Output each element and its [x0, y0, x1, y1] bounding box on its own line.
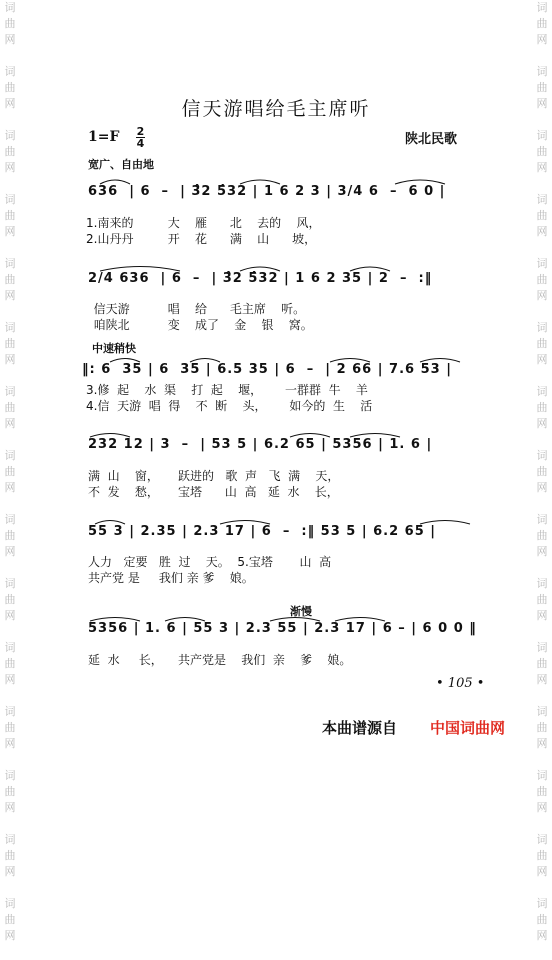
watermark-glyph: 词 — [536, 65, 548, 78]
watermark-glyph: 词 — [536, 641, 548, 654]
watermark-glyph: 曲 — [4, 721, 16, 734]
watermark-glyph: 曲 — [4, 81, 16, 94]
lyric-line: 咱陕北 变 成了 金 银 窝。 — [86, 318, 313, 332]
watermark-glyph: 词 — [536, 1, 548, 14]
watermark-glyph: 词 — [4, 769, 16, 782]
watermark-glyph: 词 — [536, 769, 548, 782]
watermark-glyph: 词 — [4, 385, 16, 398]
watermark-gap — [534, 304, 550, 320]
watermark-gap — [2, 304, 18, 320]
watermark-glyph: 网 — [4, 545, 16, 558]
watermark-glyph: 曲 — [4, 785, 16, 798]
watermark-glyph: 曲 — [4, 17, 16, 30]
watermark-glyph: 曲 — [536, 209, 548, 222]
notation-row: 2/4 636 | 6 – | 3̂2 5̂32 | 1 6 2 35 | 2 – :‖ — [88, 271, 433, 286]
page-number: • 105 • — [436, 676, 485, 691]
lyric-line: 3.修 起 水 渠 打 起 堰， 一群群 牛 羊 — [86, 383, 368, 397]
key-signature: 1=F — [88, 129, 120, 145]
tempo-marking-2: 中速稍快 — [92, 342, 136, 355]
watermark-gap — [2, 560, 18, 576]
lyric-line: 人力 定要 胜 过 天。 5.宝塔 山 高 — [88, 555, 332, 569]
watermark-glyph: 网 — [4, 33, 16, 46]
watermark-glyph: 网 — [4, 353, 16, 366]
watermark-gap — [2, 48, 18, 64]
watermark-glyph: 网 — [4, 929, 16, 942]
watermark-glyph: 词 — [4, 705, 16, 718]
watermark-gap — [2, 880, 18, 896]
watermark-glyph: 词 — [536, 449, 548, 462]
watermark-glyph: 网 — [536, 33, 548, 46]
watermark-glyph: 词 — [536, 129, 548, 142]
watermark-glyph: 词 — [536, 257, 548, 270]
watermark-glyph: 曲 — [4, 401, 16, 414]
watermark-glyph: 曲 — [536, 17, 548, 30]
watermark-glyph: 曲 — [4, 145, 16, 158]
watermark-gap — [534, 48, 550, 64]
watermark-gap — [2, 432, 18, 448]
watermark-gap — [2, 496, 18, 512]
watermark-glyph: 网 — [536, 737, 548, 750]
watermark-glyph: 词 — [4, 513, 16, 526]
footer-site-link[interactable]: 中国词曲网 — [430, 719, 506, 737]
watermark-glyph: 曲 — [536, 913, 548, 926]
watermark-glyph: 曲 — [536, 273, 548, 286]
watermark-glyph: 词 — [536, 193, 548, 206]
watermark-glyph: 网 — [4, 225, 16, 238]
watermark-gap — [534, 496, 550, 512]
watermark-gap — [534, 816, 550, 832]
lyric-line: 4.信 天游 唱 得 不 断 头， 如今的 生 活 — [86, 399, 373, 413]
watermark-glyph: 曲 — [4, 273, 16, 286]
watermark-glyph: 曲 — [4, 657, 16, 670]
watermark-gap — [534, 176, 550, 192]
watermark-gap — [2, 688, 18, 704]
notation-row: 55 3 | 2.35 | 2.3 17 | 6 – :‖ 53 5 | 6.2 65 | — [88, 524, 437, 539]
watermark-glyph: 曲 — [536, 337, 548, 350]
watermark-glyph: 词 — [4, 65, 16, 78]
notation-row: ‖: 6 35 | 6 35 | 6.5 35 | 6 – | 2 66 | 7.6 53 | — [82, 362, 452, 377]
watermark-glyph: 网 — [536, 929, 548, 942]
watermark-glyph: 网 — [536, 417, 548, 430]
watermark-glyph: 曲 — [4, 209, 16, 222]
notation-row: 232 12 | 3 – | 53 5 | 6.2 65 | 5356 | 1. 6 | — [88, 437, 433, 452]
watermark-glyph: 网 — [536, 481, 548, 494]
song-title: 信天游唱给毛主席听 — [181, 98, 371, 120]
watermark-gap — [2, 624, 18, 640]
watermark-glyph: 词 — [4, 1, 16, 14]
watermark-glyph: 曲 — [4, 337, 16, 350]
watermark-glyph: 词 — [536, 321, 548, 334]
watermark-glyph: 网 — [4, 161, 16, 174]
watermark-glyph: 曲 — [4, 529, 16, 542]
watermark-gap — [2, 816, 18, 832]
watermark-gap — [534, 944, 550, 960]
watermark-gap — [534, 240, 550, 256]
watermark-glyph: 曲 — [536, 721, 548, 734]
watermark-glyph: 词 — [4, 129, 16, 142]
watermark-glyph: 词 — [536, 833, 548, 846]
song-source: 陕北民歌 — [405, 132, 458, 147]
lyric-line: 满 山 窗， 跃进的 歌 声 飞 满 天， — [88, 469, 340, 483]
lyric-line: 延 水 长， 共产党是 我们 亲 爹 娘。 — [88, 653, 352, 667]
watermark-glyph: 网 — [536, 865, 548, 878]
tempo-marking-1: 宽广、自由地 — [88, 158, 154, 171]
watermark-glyph: 曲 — [4, 849, 16, 862]
footer-source-text: 本曲谱源自 — [322, 719, 398, 737]
lyric-line: 信天游 唱 给 毛主席 听。 — [86, 302, 306, 316]
watermark-glyph: 词 — [4, 257, 16, 270]
time-signature: 2 4 — [136, 125, 145, 150]
watermark-glyph: 曲 — [536, 465, 548, 478]
watermark-glyph: 词 — [4, 833, 16, 846]
watermark-glyph: 曲 — [536, 145, 548, 158]
watermark-gap — [534, 560, 550, 576]
watermark-gap — [534, 880, 550, 896]
watermark-glyph: 曲 — [536, 849, 548, 862]
watermark-glyph: 网 — [4, 289, 16, 302]
watermark-glyph: 网 — [536, 289, 548, 302]
watermark-glyph: 词 — [536, 577, 548, 590]
watermark-glyph: 词 — [4, 193, 16, 206]
watermark-gap — [534, 752, 550, 768]
watermark-glyph: 曲 — [4, 465, 16, 478]
watermark-gap — [534, 624, 550, 640]
watermark-gap — [2, 752, 18, 768]
watermark-glyph: 曲 — [536, 401, 548, 414]
watermark-glyph: 网 — [536, 353, 548, 366]
watermark-gap — [534, 432, 550, 448]
tempo-marking-3: 渐慢 — [290, 605, 312, 618]
watermark-glyph: 曲 — [536, 81, 548, 94]
watermark-gap — [2, 176, 18, 192]
watermark-gap — [2, 368, 18, 384]
watermark-glyph: 网 — [4, 737, 16, 750]
lyric-line: 不 发 愁， 宝塔 山 高 延 水 长， — [88, 485, 339, 499]
watermark-glyph: 网 — [536, 97, 548, 110]
watermark-glyph: 网 — [4, 865, 16, 878]
lyric-line: 1.南来的 大 雁 北 去的 风， — [86, 216, 321, 230]
watermark-glyph: 词 — [4, 321, 16, 334]
watermark-glyph: 曲 — [4, 913, 16, 926]
watermark-glyph: 曲 — [536, 657, 548, 670]
lyric-line: 2.山丹丹 开 花 满 山 坡， — [86, 232, 317, 246]
watermark-glyph: 网 — [4, 97, 16, 110]
watermark-glyph: 词 — [536, 513, 548, 526]
watermark-glyph: 网 — [4, 417, 16, 430]
watermark-glyph: 词 — [536, 897, 548, 910]
watermark-glyph: 网 — [4, 609, 16, 622]
watermark-glyph: 词 — [4, 577, 16, 590]
watermark-glyph: 网 — [4, 673, 16, 686]
watermark-glyph: 词 — [4, 449, 16, 462]
watermark-glyph: 网 — [536, 609, 548, 622]
watermark-gap — [2, 240, 18, 256]
watermark-glyph: 词 — [4, 641, 16, 654]
watermark-gap — [534, 688, 550, 704]
watermark-glyph: 网 — [4, 481, 16, 494]
watermark-gap — [2, 944, 18, 960]
watermark-glyph: 曲 — [4, 593, 16, 606]
watermark-glyph: 曲 — [536, 785, 548, 798]
watermark-glyph: 网 — [536, 161, 548, 174]
notation-row: 636 | 6 – | 3̂2 5̂32 | 1 6 2 3 | 3/4 6 – 6 0 | — [88, 184, 446, 199]
watermark-gap — [534, 368, 550, 384]
watermark-glyph: 网 — [536, 801, 548, 814]
watermark-glyph: 词 — [536, 705, 548, 718]
watermark-glyph: 词 — [4, 897, 16, 910]
watermark-glyph: 曲 — [536, 529, 548, 542]
watermark-glyph: 网 — [536, 225, 548, 238]
watermark-glyph: 网 — [4, 801, 16, 814]
lyric-line: 共产党 是 我们 亲 爹 娘。 — [88, 571, 254, 585]
notation-row: 5356 | 1. 6 | 55 3 | 2.3 55 | 2.3 17 | 6 – | 6 0 0 ‖ — [88, 621, 477, 636]
watermark-glyph: 网 — [536, 673, 548, 686]
watermark-glyph: 网 — [536, 545, 548, 558]
watermark-glyph: 词 — [536, 385, 548, 398]
watermark-glyph: 曲 — [536, 593, 548, 606]
